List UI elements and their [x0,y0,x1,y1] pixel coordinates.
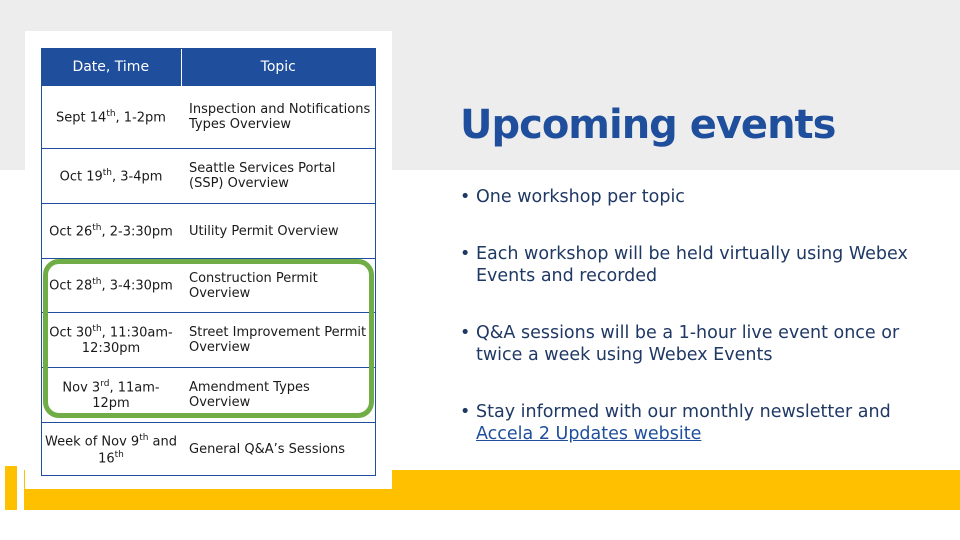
header-topic: Topic [181,48,376,86]
topic-cell: Street Improvement Permit Overview [181,313,376,368]
bullet-icon: • [460,323,471,343]
list-item: • Q&A sessions will be a 1-hour live event once or twice a week using Webex Events [460,323,900,365]
table-row [41,423,376,477]
table-row [41,86,376,149]
list-item: • Stay informed with our monthly newsletter and Accela 2 Updates website [460,402,891,444]
topic-cell: Construction Permit Overview [181,259,376,313]
topic-cell: Seattle Services Portal (SSP) Overview [181,149,376,204]
highlight-box [43,259,374,418]
topic-cell: Utility Permit Overview [181,204,376,259]
table-row [41,204,376,259]
date-cell: Oct 28th, 3-4:30pm [41,259,181,313]
topic-cell: Inspection and Notifications Types Overview [181,86,376,149]
bullet-icon: • [460,402,471,422]
page-title: Upcoming events [460,102,836,148]
date-cell: Oct 26th, 2-3:30pm [41,204,181,259]
topic-cell: General Q&A’s Sessions [181,423,376,477]
accela-updates-link[interactable]: Accela 2 Updates website [476,424,702,444]
bullet-icon: • [460,187,471,207]
date-cell: Oct 19th, 3-4pm [41,149,181,204]
date-cell: Nov 3rd, 11am-12pm [41,368,181,423]
topic-cell: Amendment Types Overview [181,368,376,423]
bullet-icon: • [460,244,471,264]
header-date: Date, Time [41,48,181,86]
date-cell: Sept 14th, 1-2pm [41,86,181,149]
list-item: • Each workshop will be held virtually using Webex Events and recorded [460,244,908,286]
table-row [41,149,376,204]
accent-bar [5,466,17,510]
date-cell: Week of Nov 9th and 16th [41,423,181,477]
date-cell: Oct 30th, 11:30am-12:30pm [41,313,181,368]
list-item: • One workshop per topic [460,187,685,207]
